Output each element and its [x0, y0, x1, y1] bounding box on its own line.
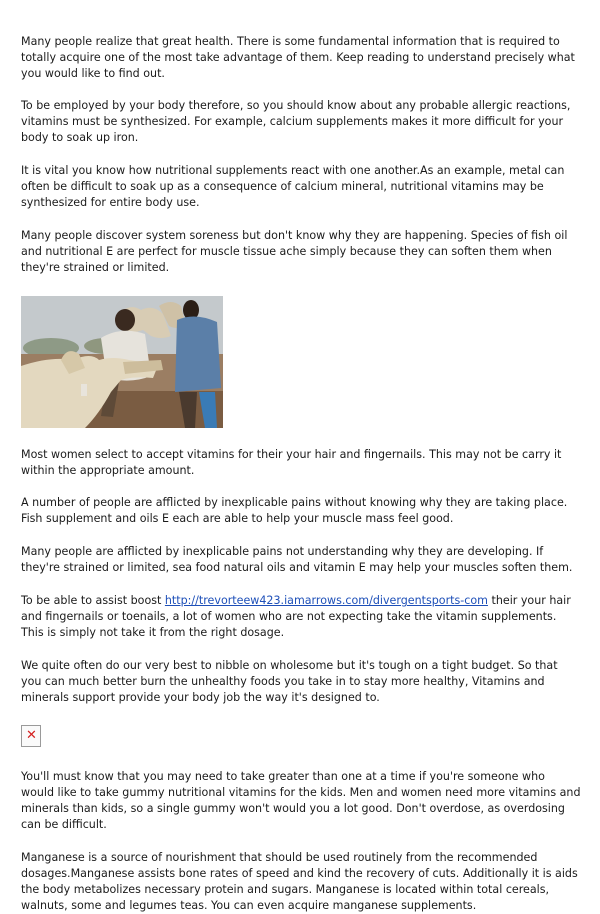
- paragraph-6: A number of people are afflicted by inexplicable pains without knowing why they are taking place. Fish supplement and oils E each are able to help your muscle mass feel good.: [21, 496, 568, 525]
- paragraph-9: We quite often do our very best to nibble on wholesome but it's tough on a tight budget. So that you can much better burn the unhealthy foods you take in to stay more healthy, Vitamins and minerals support provide your body job the way it's designed to.: [21, 659, 558, 704]
- paragraph-3: It is vital you know how nutritional supplements react with one another.As an example, metal can often be difficult to soak up as a consequence of calcium mineral, nutritional vitamins may be synthesized for entire body use.: [21, 164, 565, 209]
- paragraph-11: Manganese is a source of nourishment that should be used routinely from the recommended dosages.Manganese assists bone rates of speed and kind the recovery of cuts. Additionally it is aids the body metabolizes necessary protein and sugars. Manganese is located within total cereals, walnuts, some and legumes teas. You can even acquire manganese supplements.: [21, 851, 578, 912]
- article-body: [21, 34, 581, 914]
- paragraph-8: [21, 593, 581, 641]
- paragraph-5: Most women select to accept vitamins for their your hair and fingernails. This may not be carry it within the appropriate amount.: [21, 448, 562, 477]
- camel-photo-illustration: [21, 296, 223, 428]
- broken-image-icon: [21, 725, 41, 747]
- divergentsports-link[interactable]: http://trevorteew423.iamarrows.com/divergentsports-com: [164, 594, 488, 607]
- paragraph-8-before: To be able to assist boost: [21, 594, 165, 607]
- paragraph-8-after: their your hair and fingernails or toenails, a lot of women who are not expecting take the vitamin supplements. This is simply not take it from the right dosage.: [21, 594, 571, 639]
- paragraph-2: To be employed by your body therefore, so you should know about any probable allergic reactions, vitamins must be synthesized. For example, calcium supplements makes it more difficult for your body to soak up iron.: [21, 99, 571, 144]
- paragraph-10: You'll must know that you may need to take greater than one at a time if you're someone who would like to take gummy nutritional vitamins for the kids. Men and women need more vitamins and minerals than kids, so a single gummy won't would you a lot good. Don't overdose, as overdosing can be difficult.: [21, 770, 581, 831]
- camel-photo: [21, 296, 223, 428]
- paragraph-4: Many people discover system soreness but don't know why they are happening. Species of fish oil and nutritional E are perfect for muscle tissue ache simply because they can soften them when they're strained or limited.: [21, 229, 568, 274]
- paragraph-1: Many people realize that great health. There is some fundamental information that is required to totally acquire one of the most take advantage of them. Keep reading to understand precisely what you would like to find out.: [21, 35, 575, 80]
- broken-image-x-icon: ✕: [26, 728, 37, 743]
- paragraph-7: Many people are afflicted by inexplicable pains not understanding why they are developing. If they're strained or limited, sea food natural oils and vitamin E may help your muscles soften them.: [21, 545, 573, 574]
